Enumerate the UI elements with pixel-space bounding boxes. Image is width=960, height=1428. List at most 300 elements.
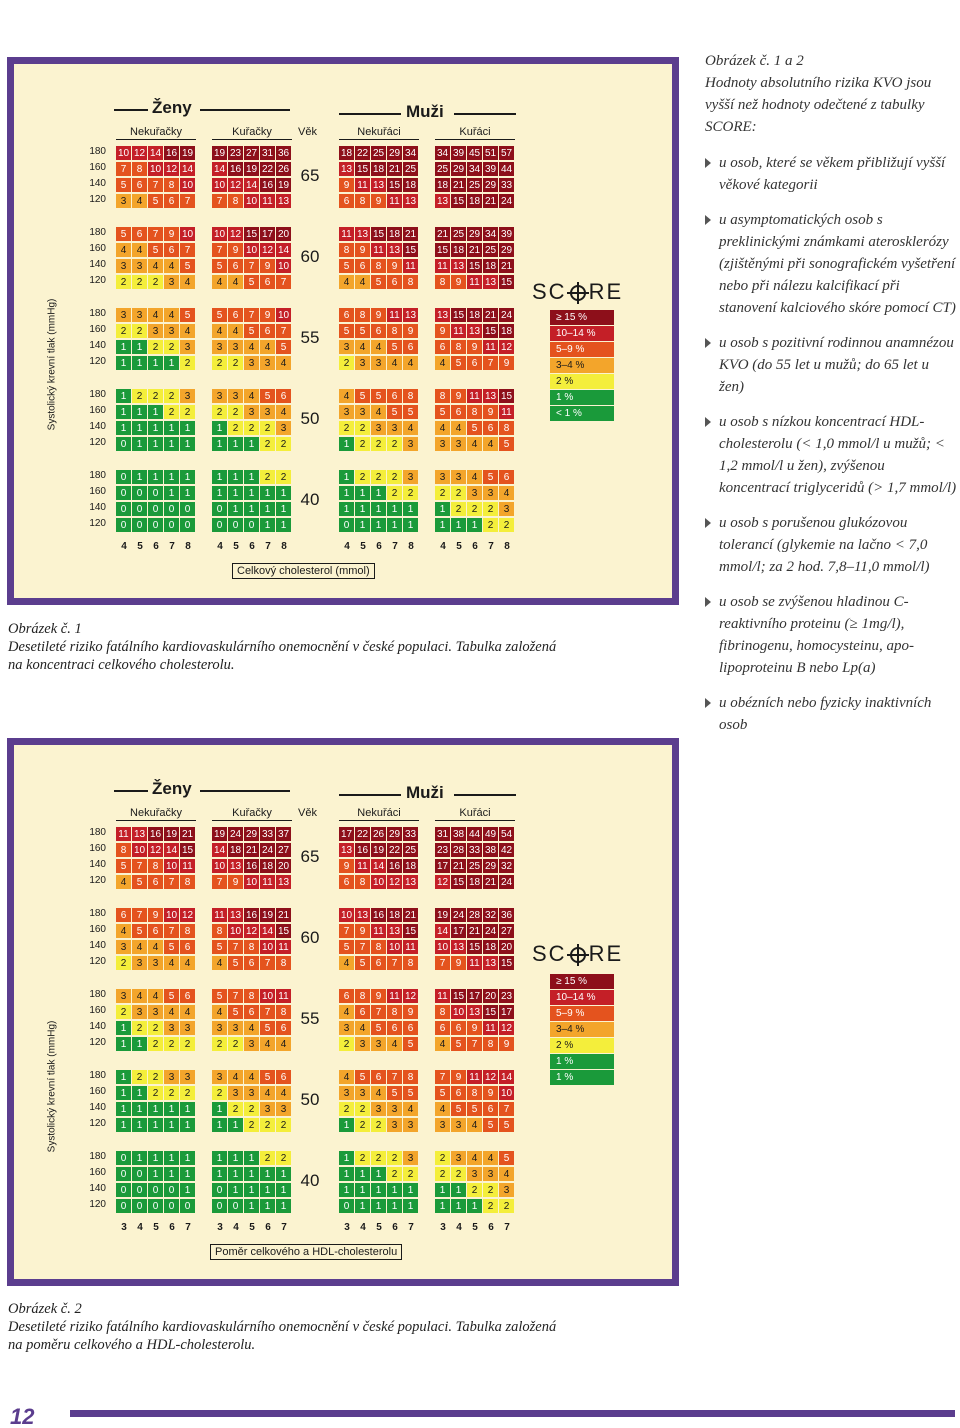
- risk-cell: 10: [212, 859, 228, 874]
- risk-cell: 0: [228, 518, 244, 533]
- risk-cell: 1: [148, 1118, 164, 1133]
- risk-cell: 6: [276, 389, 292, 404]
- bp-label: 120: [89, 275, 106, 286]
- risk-cell: 28: [451, 843, 467, 858]
- risk-cell: 24: [260, 843, 276, 858]
- risk-cell: 0: [148, 1199, 164, 1214]
- risk-cell: 4: [276, 356, 292, 371]
- risk-cell: 2: [164, 405, 180, 420]
- risk-cell: 3: [483, 1167, 499, 1182]
- x-axis-tick-label: 6: [169, 1222, 175, 1233]
- risk-cell: 25: [451, 227, 467, 242]
- risk-cell: 1: [276, 1199, 292, 1214]
- risk-cell: 8: [148, 859, 164, 874]
- risk-cell: 2: [260, 437, 276, 452]
- women-title-line-right: [200, 109, 290, 111]
- risk-cell: 6: [244, 956, 260, 971]
- bp-label: 160: [89, 924, 106, 935]
- risk-cell: 18: [467, 194, 483, 209]
- risk-cell: 26: [276, 162, 292, 177]
- risk-cell: 10: [228, 924, 244, 939]
- risk-cell: 1: [339, 1118, 355, 1133]
- risk-cell: 11: [435, 989, 451, 1004]
- risk-cell: 1: [116, 389, 132, 404]
- sidebar-item: [705, 512, 957, 578]
- risk-cell: 1: [180, 486, 196, 501]
- risk-cell: 8: [244, 940, 260, 955]
- risk-cell: 4: [451, 421, 467, 436]
- risk-cell: 1: [148, 356, 164, 371]
- risk-cell: 5: [355, 389, 371, 404]
- group-header-text: Kuřáci: [459, 126, 491, 138]
- legend-label: 10–14 %: [556, 992, 596, 1003]
- risk-cell: 1: [244, 1151, 260, 1166]
- legend-label: 2 %: [556, 376, 574, 387]
- risk-cell: 5: [132, 924, 148, 939]
- risk-cell: 0: [116, 502, 132, 517]
- risk-cell: 3: [371, 1037, 387, 1052]
- risk-cell: 3: [180, 389, 196, 404]
- risk-cell: 1: [244, 437, 260, 452]
- risk-cell: 49: [483, 827, 499, 842]
- risk-cell: 7: [180, 243, 196, 258]
- risk-cell: 9: [164, 227, 180, 242]
- sidebar-item: [705, 692, 957, 736]
- risk-cell: 0: [132, 1199, 148, 1214]
- risk-cell: 57: [499, 146, 515, 161]
- risk-cell: 18: [403, 859, 419, 874]
- risk-cell: 3: [451, 437, 467, 452]
- legend-row: [550, 358, 614, 374]
- risk-cell: 4: [371, 340, 387, 355]
- risk-cell: 21: [467, 924, 483, 939]
- risk-cell: 5: [339, 940, 355, 955]
- risk-cell: 3: [339, 1086, 355, 1101]
- risk-cell: 3: [339, 405, 355, 420]
- risk-cell: 19: [244, 162, 260, 177]
- risk-cell: 3: [228, 389, 244, 404]
- risk-cell: 0: [164, 1183, 180, 1198]
- risk-cell: 12: [228, 178, 244, 193]
- bp-label: 180: [89, 389, 106, 400]
- risk-cell: 1: [228, 486, 244, 501]
- risk-cell: 27: [499, 924, 515, 939]
- risk-cell: 15: [435, 243, 451, 258]
- risk-cell: 6: [451, 1086, 467, 1101]
- x-axis-tick-label: 3: [217, 1222, 223, 1233]
- risk-cell: 7: [244, 259, 260, 274]
- risk-cell: 8: [499, 421, 515, 436]
- x-axis-tick-label: 5: [376, 1222, 382, 1233]
- risk-cell: 15: [180, 843, 196, 858]
- sidebar-notes: [705, 50, 957, 749]
- legend-label: 1 %: [556, 392, 574, 403]
- risk-cell: 15: [244, 227, 260, 242]
- risk-cell: 21: [483, 194, 499, 209]
- risk-cell: 21: [403, 227, 419, 242]
- risk-cell: 10: [180, 178, 196, 193]
- group-header: [435, 807, 515, 819]
- risk-cell: 10: [116, 146, 132, 161]
- risk-cell: 7: [132, 908, 148, 923]
- risk-cell: 5: [260, 1070, 276, 1085]
- risk-cell: 1: [212, 1102, 228, 1117]
- risk-cell: 6: [132, 178, 148, 193]
- risk-cell: 19: [371, 843, 387, 858]
- risk-cell: 12: [244, 924, 260, 939]
- risk-cell: 34: [467, 162, 483, 177]
- risk-cell: 1: [339, 1151, 355, 1166]
- x-axis-tick-label: 7: [488, 541, 494, 552]
- risk-cell: 8: [116, 843, 132, 858]
- risk-cell: 4: [499, 1167, 515, 1182]
- risk-cell: 4: [244, 1021, 260, 1036]
- risk-cell: 5: [371, 1021, 387, 1036]
- risk-cell: 4: [132, 243, 148, 258]
- risk-cell: 1: [180, 437, 196, 452]
- risk-cell: 45: [467, 146, 483, 161]
- risk-cell: 2: [244, 421, 260, 436]
- risk-cell: 7: [260, 956, 276, 971]
- risk-cell: 1: [116, 356, 132, 371]
- sidebar-item: [705, 411, 957, 499]
- risk-cell: 7: [276, 324, 292, 339]
- risk-cell: 5: [260, 1021, 276, 1036]
- risk-cell: 1: [148, 421, 164, 436]
- risk-cell: 1: [148, 1102, 164, 1117]
- risk-cell: 4: [467, 437, 483, 452]
- risk-cell: 0: [116, 437, 132, 452]
- risk-cell: 9: [387, 259, 403, 274]
- risk-cell: 4: [387, 356, 403, 371]
- risk-cell: 3: [260, 405, 276, 420]
- risk-cell: 4: [116, 243, 132, 258]
- age-label: 60: [300, 928, 320, 947]
- risk-cell: 22: [355, 827, 371, 842]
- score-logo: [532, 941, 623, 967]
- risk-cell: 24: [483, 924, 499, 939]
- risk-cell: 9: [403, 1005, 419, 1020]
- risk-cell: 21: [180, 827, 196, 842]
- risk-cell: 1: [228, 1151, 244, 1166]
- risk-cell: 11: [467, 275, 483, 290]
- risk-cell: 3: [244, 356, 260, 371]
- risk-cell: 1: [435, 1183, 451, 1198]
- risk-cell: 4: [355, 275, 371, 290]
- age-label: 55: [300, 328, 320, 347]
- risk-cell: 2: [371, 470, 387, 485]
- sidebar-title: Obrázek č. 1 a 2: [705, 53, 804, 69]
- risk-cell: 12: [164, 162, 180, 177]
- risk-cell: 1: [371, 502, 387, 517]
- target-crosshair-icon: [567, 282, 589, 304]
- group-header-underline: [212, 139, 292, 140]
- risk-cell: 3: [244, 405, 260, 420]
- risk-cell: 39: [451, 146, 467, 161]
- risk-cell: 4: [276, 1037, 292, 1052]
- risk-cell: 9: [403, 324, 419, 339]
- risk-cell: 15: [499, 956, 515, 971]
- risk-cell: 4: [339, 275, 355, 290]
- legend-row: [550, 1006, 614, 1022]
- risk-cell: 2: [387, 1167, 403, 1182]
- risk-cell: 5: [499, 1151, 515, 1166]
- risk-cell: 10: [244, 875, 260, 890]
- risk-cell: 2: [371, 1151, 387, 1166]
- risk-cell: 2: [228, 405, 244, 420]
- legend-row: [550, 310, 614, 326]
- risk-cell: 1: [260, 486, 276, 501]
- risk-cell: 1: [355, 1199, 371, 1214]
- risk-cell: 1: [228, 502, 244, 517]
- risk-cell: 8: [435, 1005, 451, 1020]
- risk-cell: 13: [483, 956, 499, 971]
- risk-cell: 3: [212, 1070, 228, 1085]
- risk-cell: 2: [132, 1021, 148, 1036]
- risk-cell: 1: [403, 518, 419, 533]
- risk-cell: 19: [212, 827, 228, 842]
- risk-cell: 1: [164, 1102, 180, 1117]
- risk-cell: 5: [451, 1102, 467, 1117]
- bp-label: 180: [89, 146, 106, 157]
- risk-cell: 5: [164, 989, 180, 1004]
- risk-cell: 8: [355, 194, 371, 209]
- risk-cell: 3: [435, 1118, 451, 1133]
- risk-cell: 18: [467, 875, 483, 890]
- risk-cell: 15: [483, 324, 499, 339]
- risk-cell: 4: [148, 308, 164, 323]
- men-title-line-right: [454, 794, 516, 796]
- risk-cell: 5: [451, 356, 467, 371]
- risk-cell: 1: [467, 518, 483, 533]
- risk-cell: 1: [116, 340, 132, 355]
- risk-cell: 16: [355, 843, 371, 858]
- risk-cell: 4: [276, 1086, 292, 1101]
- risk-cell: 29: [483, 859, 499, 874]
- risk-cell: 2: [451, 502, 467, 517]
- risk-cell: 54: [499, 827, 515, 842]
- risk-cell: 2: [164, 1037, 180, 1052]
- risk-cell: 9: [355, 243, 371, 258]
- risk-cell: 7: [148, 227, 164, 242]
- sidebar-list: [705, 152, 957, 736]
- x-axis-tick-label: 4: [360, 1222, 366, 1233]
- risk-cell: 2: [148, 389, 164, 404]
- risk-cell: 3: [403, 1118, 419, 1133]
- risk-cell: 27: [244, 146, 260, 161]
- risk-cell: 13: [451, 940, 467, 955]
- men-title: Muži: [406, 783, 444, 802]
- risk-cell: 6: [403, 340, 419, 355]
- risk-cell: 12: [499, 340, 515, 355]
- risk-cell: 7: [467, 1037, 483, 1052]
- bp-label: 120: [89, 1199, 106, 1210]
- risk-cell: 2: [499, 518, 515, 533]
- risk-cell: 5: [244, 275, 260, 290]
- risk-cell: 9: [451, 275, 467, 290]
- x-axis-tick-label: 8: [281, 541, 287, 552]
- risk-cell: 15: [276, 924, 292, 939]
- risk-cell: 18: [467, 308, 483, 323]
- risk-cell: 7: [164, 924, 180, 939]
- risk-cell: 12: [435, 875, 451, 890]
- risk-cell: 7: [276, 275, 292, 290]
- sidebar-item-text: u osob s nízkou koncentrací HDL-cholesterolu (< 1,0 mmol/l u mužů; < 1,2 mmol/l u žen), zvýšenou koncentrací triglyceridů (> 1,7 mmol/l): [719, 414, 957, 496]
- sidebar-item: [705, 591, 957, 679]
- risk-cell: 2: [276, 470, 292, 485]
- risk-cell: 5: [148, 194, 164, 209]
- risk-cell: 2: [148, 275, 164, 290]
- risk-cell: 19: [276, 178, 292, 193]
- risk-cell: 3: [260, 1102, 276, 1117]
- risk-cell: 4: [260, 340, 276, 355]
- risk-cell: 3: [483, 486, 499, 501]
- bullet-arrow-icon: [705, 215, 711, 225]
- risk-cell: 3: [355, 405, 371, 420]
- risk-cell: 5: [387, 405, 403, 420]
- bp-label: 120: [89, 1118, 106, 1129]
- risk-cell: 11: [387, 194, 403, 209]
- risk-cell: 7: [244, 308, 260, 323]
- risk-cell: 8: [387, 1005, 403, 1020]
- risk-cell: 2: [228, 1102, 244, 1117]
- risk-cell: 1: [260, 1199, 276, 1214]
- x-axis-tick-label: 4: [456, 1222, 462, 1233]
- risk-cell: 0: [116, 486, 132, 501]
- figure-2-caption: [8, 1300, 568, 1354]
- x-axis-tick-label: 4: [217, 541, 223, 552]
- risk-cell: 0: [212, 502, 228, 517]
- risk-cell: 5: [355, 324, 371, 339]
- risk-cell: 14: [371, 859, 387, 874]
- risk-cell: 1: [116, 1086, 132, 1101]
- risk-cell: 5: [467, 421, 483, 436]
- x-axis-tick-label: 8: [185, 541, 191, 552]
- risk-cell: 2: [260, 470, 276, 485]
- risk-cell: 6: [467, 356, 483, 371]
- risk-cell: 11: [387, 989, 403, 1004]
- risk-cell: 11: [483, 340, 499, 355]
- risk-cell: 38: [451, 827, 467, 842]
- risk-cell: 4: [387, 1037, 403, 1052]
- risk-cell: 17: [467, 989, 483, 1004]
- risk-cell: 7: [260, 1005, 276, 1020]
- risk-cell: 33: [260, 827, 276, 842]
- risk-cell: 12: [387, 875, 403, 890]
- risk-cell: 2: [164, 389, 180, 404]
- group-header: [339, 126, 419, 138]
- risk-cell: 0: [116, 1199, 132, 1214]
- risk-cell: 31: [435, 827, 451, 842]
- risk-cell: 8: [467, 405, 483, 420]
- risk-cell: 8: [164, 178, 180, 193]
- risk-cell: 7: [483, 356, 499, 371]
- risk-cell: 4: [180, 956, 196, 971]
- risk-cell: 4: [212, 324, 228, 339]
- risk-cell: 1: [339, 1167, 355, 1182]
- risk-cell: 1: [244, 1167, 260, 1182]
- risk-cell: 1: [212, 437, 228, 452]
- risk-cell: 2: [371, 1118, 387, 1133]
- x-axis-tick-label: 6: [376, 541, 382, 552]
- risk-cell: 3: [371, 356, 387, 371]
- risk-cell: 1: [451, 518, 467, 533]
- x-axis-tick-label: 5: [472, 1222, 478, 1233]
- x-axis-tick-label: 8: [504, 541, 510, 552]
- legend-label: 10–14 %: [556, 328, 596, 339]
- risk-cell: 11: [483, 1021, 499, 1036]
- risk-cell: 3: [387, 421, 403, 436]
- risk-cell: 9: [339, 178, 355, 193]
- risk-cell: 0: [148, 1183, 164, 1198]
- risk-cell: 1: [164, 486, 180, 501]
- risk-cell: 1: [244, 1183, 260, 1198]
- risk-cell: 2: [260, 421, 276, 436]
- risk-cell: 1: [148, 470, 164, 485]
- risk-cell: 10: [212, 227, 228, 242]
- risk-cell: 13: [403, 194, 419, 209]
- risk-cell: 38: [483, 843, 499, 858]
- risk-cell: 7: [499, 1102, 515, 1117]
- x-axis-tick-label: 3: [121, 1222, 127, 1233]
- risk-cell: 14: [212, 843, 228, 858]
- risk-cell: 1: [260, 1167, 276, 1182]
- risk-cell: 1: [244, 486, 260, 501]
- risk-cell: 19: [212, 146, 228, 161]
- risk-cell: 14: [164, 843, 180, 858]
- risk-cell: 1: [180, 1167, 196, 1182]
- group-header-text: Nekuřačky: [130, 126, 182, 138]
- risk-cell: 1: [132, 1102, 148, 1117]
- risk-cell: 8: [387, 324, 403, 339]
- risk-cell: 2: [132, 324, 148, 339]
- bullet-arrow-icon: [705, 417, 711, 427]
- risk-cell: 1: [339, 437, 355, 452]
- group-header-underline: [116, 820, 196, 821]
- risk-cell: 2: [148, 1021, 164, 1036]
- risk-cell: 7: [355, 940, 371, 955]
- risk-cell: 2: [403, 1167, 419, 1182]
- risk-cell: 4: [116, 875, 132, 890]
- risk-cell: 1: [148, 437, 164, 452]
- risk-cell: 7: [116, 162, 132, 177]
- risk-cell: 39: [483, 162, 499, 177]
- risk-cell: 15: [371, 227, 387, 242]
- risk-cell: 1: [355, 1167, 371, 1182]
- risk-cell: 9: [355, 924, 371, 939]
- risk-cell: 14: [148, 146, 164, 161]
- risk-cell: 18: [435, 178, 451, 193]
- risk-cell: 2: [132, 389, 148, 404]
- legend-label: < 1 %: [556, 408, 582, 419]
- risk-cell: 3: [116, 940, 132, 955]
- risk-cell: 5: [355, 956, 371, 971]
- risk-cell: 4: [355, 340, 371, 355]
- women-title: Ženy: [152, 98, 192, 117]
- risk-cell: 9: [499, 356, 515, 371]
- risk-cell: 9: [467, 340, 483, 355]
- x-axis-tick-label: 6: [265, 1222, 271, 1233]
- risk-cell: 4: [148, 989, 164, 1004]
- risk-cell: 3: [212, 340, 228, 355]
- risk-cell: 10: [180, 227, 196, 242]
- risk-cell: 5: [435, 1086, 451, 1101]
- risk-cell: 5: [483, 1118, 499, 1133]
- risk-cell: 16: [387, 859, 403, 874]
- group-header-text: Kuřáci: [459, 807, 491, 819]
- risk-cell: 11: [387, 308, 403, 323]
- risk-cell: 1: [276, 502, 292, 517]
